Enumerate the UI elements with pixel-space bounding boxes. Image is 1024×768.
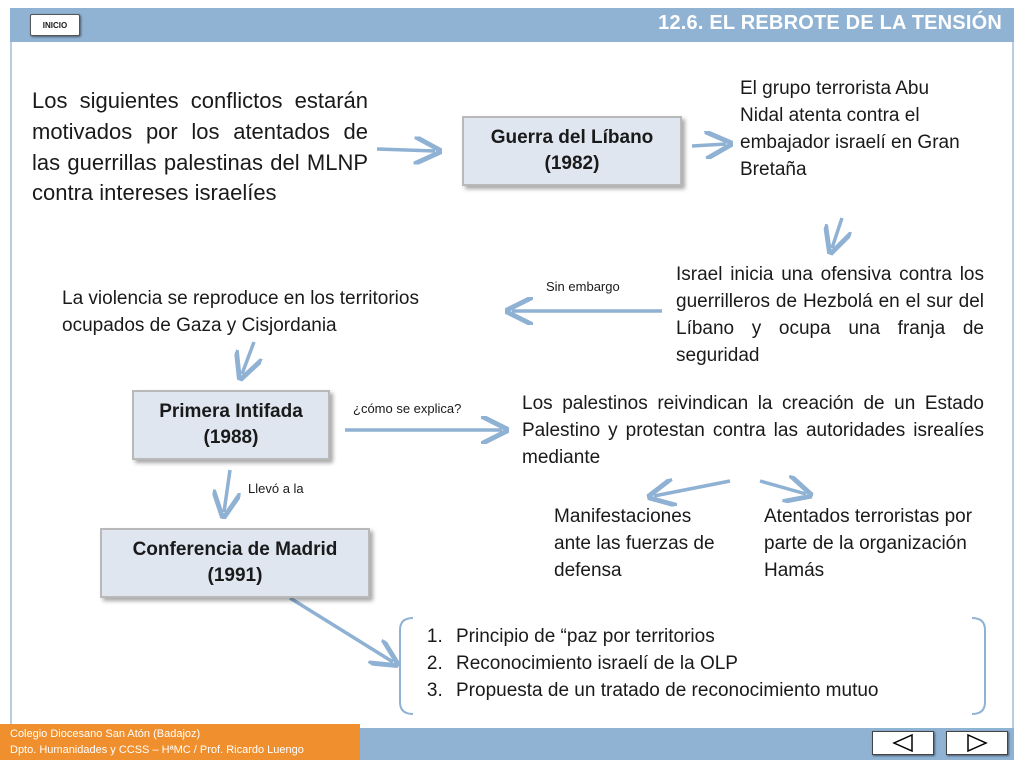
madrid-conference-title: Conferencia de Madrid bbox=[132, 539, 338, 561]
led-to-label: Llevó a la bbox=[248, 481, 304, 496]
arrow-violence-to-intifada bbox=[242, 342, 254, 374]
lebanon-war-year: (1982) bbox=[544, 153, 600, 174]
results-bracket-left bbox=[400, 618, 413, 714]
triangle-left-icon bbox=[888, 734, 918, 752]
intifada-title: Primera Intifada bbox=[159, 401, 303, 423]
intifada-year: (1988) bbox=[203, 427, 259, 448]
arrow-intro-to-lebanon bbox=[377, 149, 435, 151]
page-title: 12.6. EL REBROTE DE LA TENSIÓN bbox=[658, 12, 1002, 34]
arrow-claim-to-attacks bbox=[760, 481, 806, 494]
arrow-abu-to-offensive bbox=[832, 218, 842, 248]
arrow-intifada-to-madrid bbox=[224, 470, 230, 512]
footer-credit bbox=[0, 724, 360, 760]
israel-offensive-text: Israel inicia una ofensiva contra los guerrilleros de Hezbolá en el sur del Líbano y ocupa una franja de seguridad bbox=[676, 264, 984, 366]
violence-text: La violencia se reproduce en los territorios ocupados de Gaza y Cisjordania bbox=[62, 288, 419, 336]
footer-school: Colegio Diocesano San Atón (Badajoz) bbox=[10, 728, 201, 740]
palestinians-claim-text: Los palestinos reivindican la creación de un Estado Palestino y protestan contra las autoridades isrealíes mediante bbox=[522, 393, 984, 468]
lebanon-war-title: Guerra del Líbano bbox=[490, 127, 654, 149]
lebanon-war-box bbox=[462, 116, 682, 186]
prev-slide-button[interactable] bbox=[872, 731, 934, 755]
demonstrations-text: Manifestaciones ante las fuerzas de defensa bbox=[554, 506, 715, 581]
however-label: Sin embargo bbox=[546, 279, 620, 294]
result-item: 1. Principio de “paz por territorios bbox=[448, 624, 974, 651]
home-button[interactable]: INICIO bbox=[30, 14, 80, 36]
arrow-lebanon-to-abu bbox=[692, 144, 726, 146]
triangle-right-icon bbox=[962, 734, 992, 752]
results-list bbox=[414, 624, 974, 705]
madrid-conference-year: (1991) bbox=[207, 565, 263, 586]
result-item: 2. Reconocimiento israelí de la OLP bbox=[448, 651, 974, 678]
explain-label: ¿cómo se explica? bbox=[353, 401, 462, 416]
footer-department: Dpto. Humanidades y CCSS – HªMC / Prof. Ricardo Luengo bbox=[10, 743, 304, 756]
arrow-claim-to-demonstrations bbox=[654, 481, 730, 496]
attacks-text: Atentados terroristas por parte de la organización Hamás bbox=[764, 506, 973, 581]
madrid-conference-box bbox=[100, 528, 370, 598]
abu-nidal-text: El grupo terrorista Abu Nidal atenta contra el embajador israelí en Gran Bretaña bbox=[740, 78, 960, 180]
result-item: 3. Propuesta de un tratado de reconocimiento mutuo bbox=[448, 678, 974, 705]
next-slide-button[interactable] bbox=[946, 731, 1008, 755]
intro-text: Los siguientes conflictos estarán motivados por los atentados de las guerrillas palestinas del MLNP contra intereses israelíes bbox=[32, 88, 368, 206]
arrow-madrid-to-results bbox=[290, 598, 393, 662]
intifada-box bbox=[132, 390, 330, 460]
